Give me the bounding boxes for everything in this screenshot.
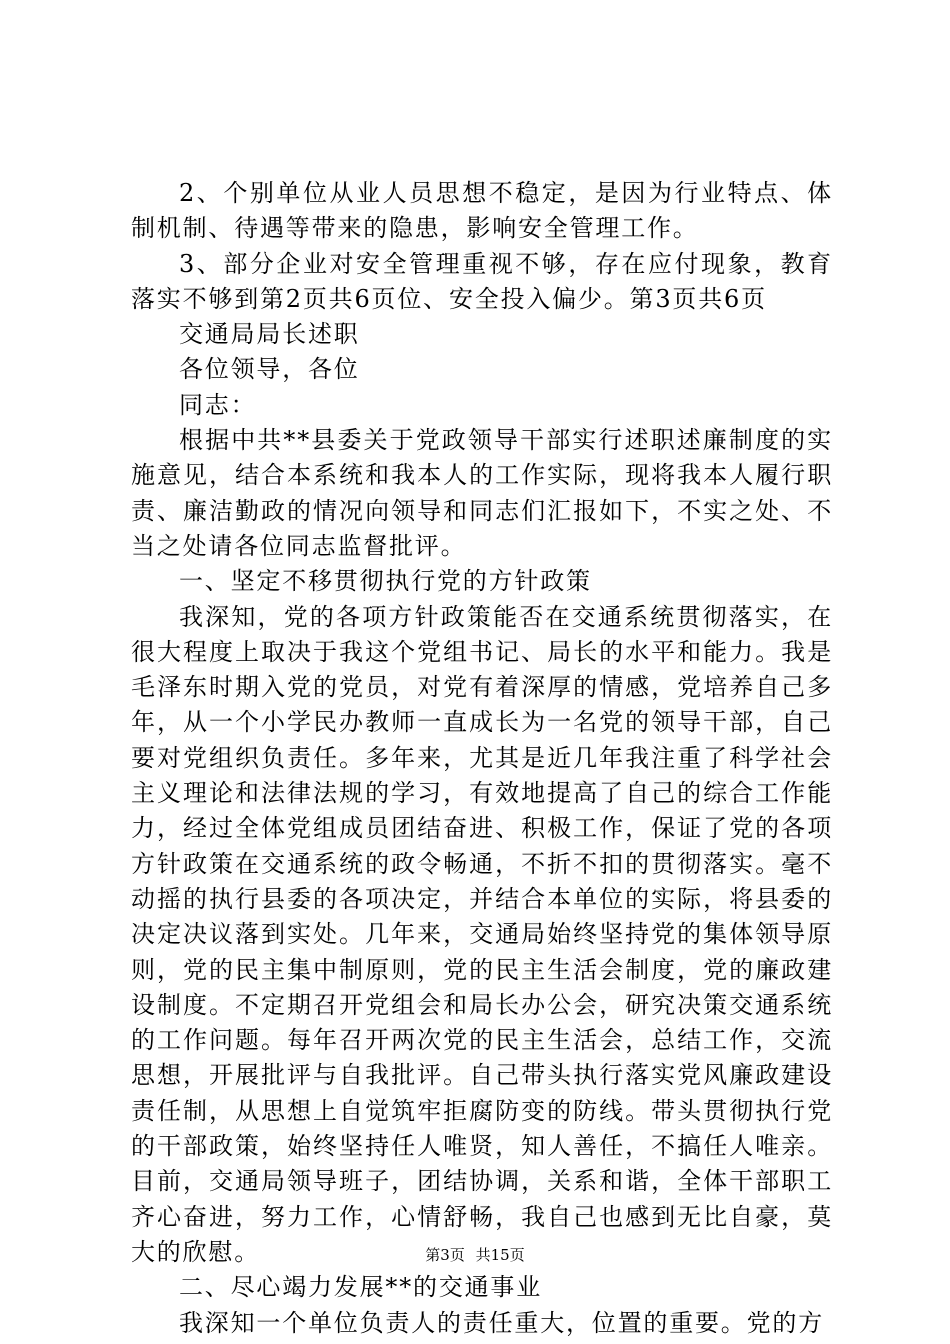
body-paragraph-one: 我深知，党的各项方针政策能否在交通系统贯彻落实，在很大程度上取决于我这个党组书记、局长的水平和能力。我是毛泽东时期入党的党员，对党有着深厚的情感，党培养自己多年，从一个小学民办教师一直成长为一名党的领导干部，自己要对党组织负责任。多年来，尤其是近几年我注重了科学社会主义理论和法律法规的学习，有效地提高了自己的综合工作能力，经过全体党组成员团结奋进、积极工作，保证了党的各项方针政策在交通系统的政令畅通，不折不扣的贯彻落实。毫不动摇的执行县委的各项决定，并结合本单位的实际，将县委的决定决议落到实处。几年来，交通局始终坚持党的集体领导原则，党的民主集中制原则，党的民主生活会制度，党的廉政建设制度。不定期召开党组会和局长办公会，研究决策交通系统的工作问题。每年召开两次党的民主生活会，总结工作，交流思想，开展批评与自我批评。自己带头执行落实党风廉政建设责任制，从思想上自觉筑牢拒腐防变的防线。带头贯彻执行党的干部政策，始终坚持任人唯贤，知人善任，不搞任人唯亲。目前，交通局领导班子，团结协调，关系和谐，全体干部职工齐心奋进，努力工作，心情舒畅，我自己也感到无比自豪，莫大的欣慰。 bbox=[131, 602, 833, 1266]
document-body bbox=[131, 176, 833, 1341]
heading-two: 二、尽心竭力发展**的交通事业 bbox=[179, 1273, 542, 1302]
salutation-line: 各位领导，各位 bbox=[179, 355, 360, 384]
page-footer bbox=[0, 1244, 950, 1265]
section-title: 交通局局长述职 bbox=[179, 320, 360, 349]
page-total: 共15页 bbox=[475, 1246, 525, 1264]
intro-paragraph: 根据中共**县委关于党政领导干部实行述职述廉制度的实施意见，结合本系统和我本人的工作实际，现将我本人履行职责、廉洁勤政的情况向领导和同志们汇报如下，不实之处、不当之处请各位同志监督批评。 bbox=[131, 426, 833, 560]
body-paragraph-two: 我深知一个单位负责人的责任重大，位置的重要。党的方 bbox=[179, 1308, 824, 1337]
page-number: 第3页 bbox=[425, 1246, 465, 1264]
paragraph-item-3: 3、部分企业对安全管理重视不够，存在应付现象，教育落实不够到第2页共6页位、安全投入偏少。第3页共6页 bbox=[131, 249, 833, 313]
salutation-line-cont: 同志： bbox=[179, 390, 257, 419]
paragraph-item-2: 2、个别单位从业人员思想不稳定，是因为行业特点、体制机制、待遇等带来的隐患，影响安全管理工作。 bbox=[131, 179, 833, 243]
heading-one: 一、坚定不移贯彻执行党的方针政策 bbox=[179, 567, 592, 596]
